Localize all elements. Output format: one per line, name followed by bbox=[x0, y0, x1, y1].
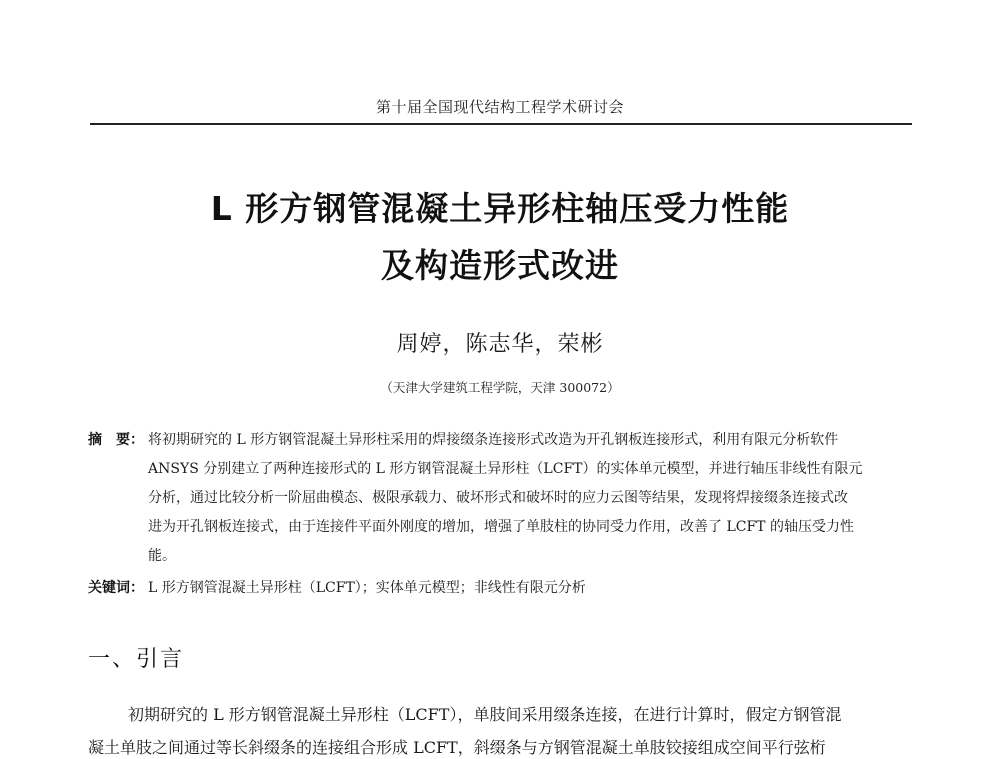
abstract-line: 分析，通过比较分析一阶屈曲模态、极限承载力、破坏形式和破坏时的应力云图等结果，发现将焊接缀条连接式改 bbox=[148, 490, 848, 506]
keywords-label: 关键词： bbox=[88, 580, 144, 596]
section-heading: 一、引言 bbox=[88, 647, 185, 672]
paper-title-line-1: L 形方钢管混凝土异形柱轴压受力性能 bbox=[210, 189, 790, 228]
abstract-label: 摘 要： bbox=[88, 432, 144, 448]
abstract-line: 能。 bbox=[148, 548, 176, 564]
running-header: 第十届全国现代结构工程学术研讨会 bbox=[375, 98, 624, 116]
body-text-line: 凝土单肢之间通过等长斜缀条的连接组合形成 LCFT，斜缀条与方钢管混凝土单肢铰接组成空间平行弦桁 bbox=[88, 738, 826, 757]
keywords-text: L 形方钢管混凝土异形柱（LCFT）；实体单元模型；非线性有限元分析 bbox=[148, 580, 586, 596]
authors: 周婷，陈志华，荣彬 bbox=[396, 332, 604, 357]
abstract-line: 进为开孔钢板连接式，由于连接件平面外刚度的增加，增强了单肢柱的协同受力作用，改善了 LCFT 的轴压受力性 bbox=[148, 519, 854, 535]
body-text-line: 初期研究的 L 形方钢管混凝土异形柱（LCFT），单肢间采用缀条连接，在进行计算时，假定方钢管混 bbox=[128, 705, 842, 724]
paper-title-line-2: 及构造形式改进 bbox=[381, 246, 619, 285]
affiliation: （天津大学建筑工程学院，天津 300072） bbox=[380, 380, 620, 395]
header-rule bbox=[90, 123, 912, 125]
abstract-line: ANSYS 分别建立了两种连接形式的 L 形方钢管混凝土异形柱（LCFT）的实体单元模型，并进行轴压非线性有限元 bbox=[148, 461, 863, 477]
abstract-line: 将初期研究的 L 形方钢管混凝土异形柱采用的焊接缀条连接形式改造为开孔钢板连接形式，利用有限元分析软件 bbox=[148, 432, 839, 448]
